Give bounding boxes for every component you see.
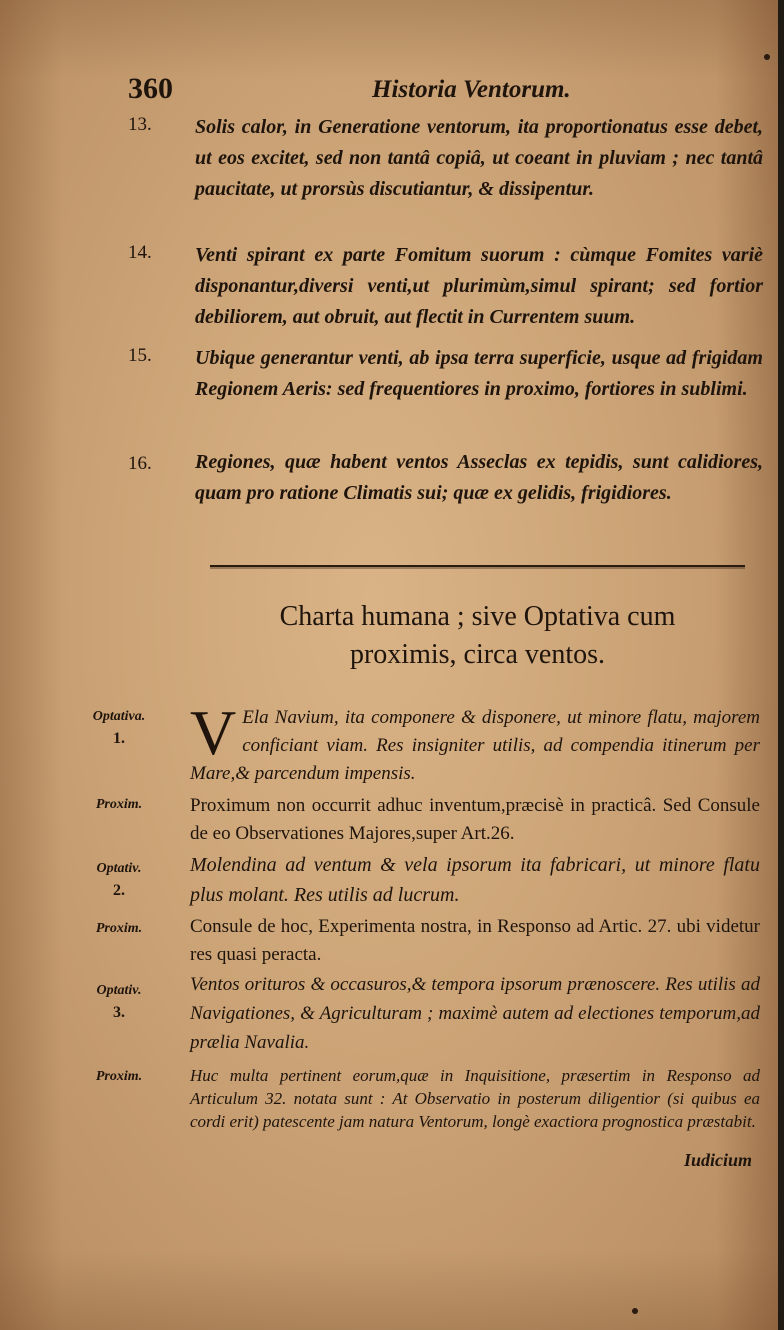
margin-label: Proxim. [95,921,143,936]
optativa-text: Molendina ad ventum & vela ipsorum ita fabricari, ut minore flatu plus molant. Res utilis ad lucrum. [190,854,760,906]
drop-cap: V [190,697,237,768]
ink-spot [632,1308,638,1314]
article-number: 16. [128,453,152,474]
proximum-text: Consule de hoc, Experimenta nostra, in Responso ad Artic. 27. ubi videtur res quasi peracta. [190,916,760,965]
section-divider [210,565,745,567]
article-text: Venti spirant ex parte Fomitum suorum : cùmque Fomites variè disponantur,diversi venti,ut plurimùm,simul spirant; sed fortior debiliorem, aut obruit, aut flectit in Currentem suum. [195,244,763,328]
article-text: Ubique generantur venti, ab ipsa terra superficie, usque ad frigidam Regionem Aeris: sed frequentiores in proximo, fortiores in sublimi. [195,347,763,400]
article-number: 13. [128,114,152,135]
section-title-line-2: proximis, circa ventos. [349,639,606,670]
margin-label: Optativ. 3. [96,983,142,1021]
section-title-line-1: Charta humana ; sive Optativa cum [279,601,676,632]
page-number: 360 [128,72,173,105]
optativa-text: V Ela Navium, ita componere & disponere, ut minore flatu, majorem conficiant viam. Res insigniter utilis, ad compendia itinerum per Mare,& parcendum impensis. [190,697,760,784]
running-title: Historia Ventorum. [372,76,571,103]
article-text: Solis calor, in Generatione ventorum, ita proportionatus esse debet, ut eos excitet, sed non tantâ copiâ, ut coeant in pluviam ; nec tantâ paucitate, ut prorsùs discutiantur, & dissipentur. [195,116,763,200]
margin-label: Proxim. [95,1069,143,1084]
proximum-text: Proximum non occurrit adhuc inventum,præcisè in practicâ. Sed Consule de eo Observationes Majores,super Art.26. [190,795,760,844]
proximum-text: Huc multa pertinent eorum,quæ in Inquisitione, præsertim in Responso ad Articulum 32. notata sunt : At Observatio in posterum diligentior (si quibus ea cordi erit) patescente jam natura Ventorum, longè exactiora prognostica præstabit. [190,1066,760,1131]
article-number: 15. [128,345,152,366]
margin-label: Optativ. 2. [96,861,142,899]
catchword: Iudicium [684,1150,753,1170]
section-title [200,598,755,674]
optativa-text: Ventos orituros & occasuros,& tempora ipsorum prænoscere. Res utilis ad Navigationes, & Agriculturam ; maximè autem ad electiones temporum,ad prælia Navalia. [190,974,760,1053]
article-text: Regiones, quæ habent ventos Asseclas ex tepidis, sunt calidiores, quam pro ratione Climatis sui; quæ ex gelidis, frigidiores. [195,451,763,504]
ink-spot [764,54,770,60]
margin-label: Optativa. 1. [92,709,146,747]
page-header [0,72,778,112]
article-number: 14. [128,242,152,263]
margin-label: Proxim. [95,797,143,812]
